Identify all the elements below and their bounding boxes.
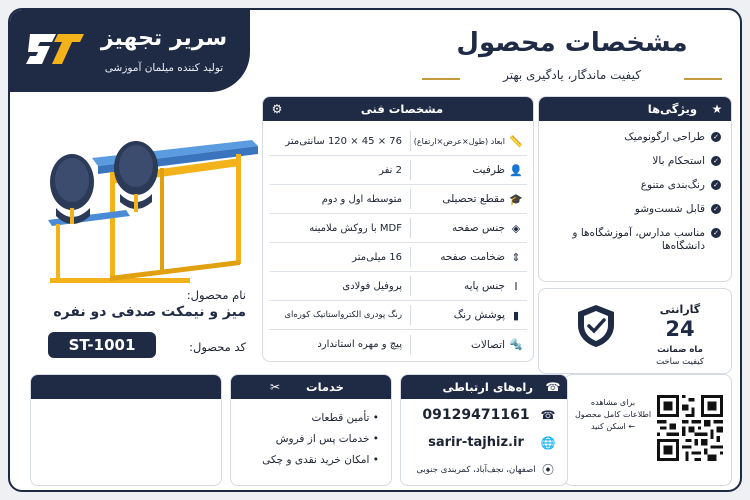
list-item: ✓ طراحی ارگونومیک (546, 131, 721, 144)
table-row: ⇕ ضخامت صفحه 16 میلی‌متر (269, 243, 527, 272)
contact-phone-row (413, 407, 557, 423)
layers-icon: ◈ (511, 221, 521, 235)
tools-icon: ✂ (269, 380, 281, 394)
list-item: • خدمات پس از فروش (275, 433, 379, 445)
empty-card (30, 374, 222, 486)
phone-icon: ☎ (540, 408, 556, 422)
brand-header (10, 10, 250, 92)
table-row: 🔩 اتصالات پیچ و مهره استاندارد (269, 330, 527, 359)
list-item: • تأمین قطعات (311, 412, 379, 424)
contact-address-row (413, 461, 557, 478)
shield-check-icon (575, 303, 617, 349)
features-list (546, 131, 721, 264)
features-card (538, 96, 732, 282)
user-icon: 👤 (509, 163, 523, 177)
qr-instructions: برای مشاهده اطلاعات کامل محصول ← اسکن کنید (574, 398, 652, 431)
list-item: ✓ مناسب مدارس، آموزشگاه‌ها و دانشگاه‌ها (546, 227, 721, 253)
phone-number[interactable]: 09129471161 (422, 407, 530, 423)
brand-tagline: تولید کننده میلمان آموزشی (104, 62, 224, 74)
brand-logo-icon (26, 28, 84, 72)
contact-website-row (413, 435, 557, 450)
graduation-cap-icon: 🎓 (509, 192, 523, 206)
list-item: ✓ رنگ‌بندی متنوع (546, 179, 721, 192)
features-title: ویژگی‌ها (647, 102, 697, 116)
spray-can-icon: ▮ (512, 308, 520, 322)
phone-icon: ☎ (545, 380, 561, 394)
check-icon: ✓ (711, 132, 721, 142)
guarantee-months: 24 (665, 317, 695, 341)
table-row: 🎓 مقطع تحصیلی متوسطه اول و دوم (269, 185, 527, 214)
check-icon: ✓ (711, 180, 721, 190)
guarantee-label: گارانتی (659, 303, 701, 316)
guarantee-quality: کیفیت ساخت (656, 357, 704, 367)
location-pin-icon: ⦿ (541, 463, 554, 477)
product-name-label: نام محصول: (186, 288, 246, 302)
services-title: خدمات (306, 380, 344, 394)
address: اصفهان، نجف‌آباد، کمربندی جنوبی (416, 464, 536, 475)
website-link[interactable]: sarir-tajhiz.ir (428, 435, 524, 450)
product-name: میز و نیمکت صدفی دو نفره (53, 304, 246, 320)
thickness-icon: ⇕ (511, 250, 521, 264)
services-card (230, 374, 392, 486)
spec-sheet (8, 8, 742, 492)
list-item: • امکان خرید نقدی و چکی (262, 454, 379, 466)
check-icon: ✓ (711, 156, 721, 166)
product-code-label: کد محصول: (189, 340, 246, 354)
contact-title: راه‌های ارتباطی (442, 380, 533, 394)
brand-name: سریر تجهیز (100, 26, 228, 51)
qr-code-icon (657, 395, 723, 461)
globe-icon: 🌐 (540, 435, 556, 450)
empty-card-header (31, 375, 221, 399)
specs-header (263, 97, 533, 121)
page-title: مشخصات محصول (456, 28, 688, 58)
table-row: ◈ جنس صفحه MDF با روکش ملامینه (269, 214, 527, 243)
list-item: ✓ استحکام بالا (546, 155, 721, 168)
check-icon: ✓ (711, 228, 721, 238)
table-row: ▮ پوشش رنگ رنگ پودری الکترواستاتیک کوره‌ای (269, 301, 527, 330)
qr-card (564, 374, 732, 486)
contact-card (400, 374, 568, 486)
check-icon: ✓ (711, 204, 721, 214)
desk-bench-illustration (40, 110, 260, 290)
features-header (539, 97, 731, 121)
specs-title: مشخصات فنی (360, 102, 444, 116)
guarantee-card (538, 288, 732, 374)
services-list (230, 411, 379, 474)
i-beam-icon: Ⅰ (514, 279, 518, 293)
ruler-icon: 📏 (509, 134, 523, 148)
table-row: 📏 ابعاد (طول×عرض×ارتفاع) 76 × 45 × 120 سانتی‌متر (269, 127, 527, 156)
arrow-left-icon: ← (628, 422, 636, 431)
table-row: 👤 ظرفیت 2 نفر (269, 156, 527, 185)
table-row: Ⅰ جنس پایه پروفیل فولادی (269, 272, 527, 301)
services-header (231, 375, 391, 399)
gear-icon: ⚙ (271, 102, 283, 116)
product-code: ST-1001 (48, 332, 156, 358)
screw-icon: 🔩 (509, 338, 523, 351)
guarantee-unit: ماه ضمانت (657, 345, 703, 355)
contact-header (401, 375, 567, 399)
star-icon: ★ (711, 102, 723, 116)
list-item: ✓ قابل شست‌وشو (546, 203, 721, 216)
specs-card (262, 96, 534, 362)
page-subtitle: کیفیت ماندگار، یادگیری بهتر (503, 68, 641, 82)
